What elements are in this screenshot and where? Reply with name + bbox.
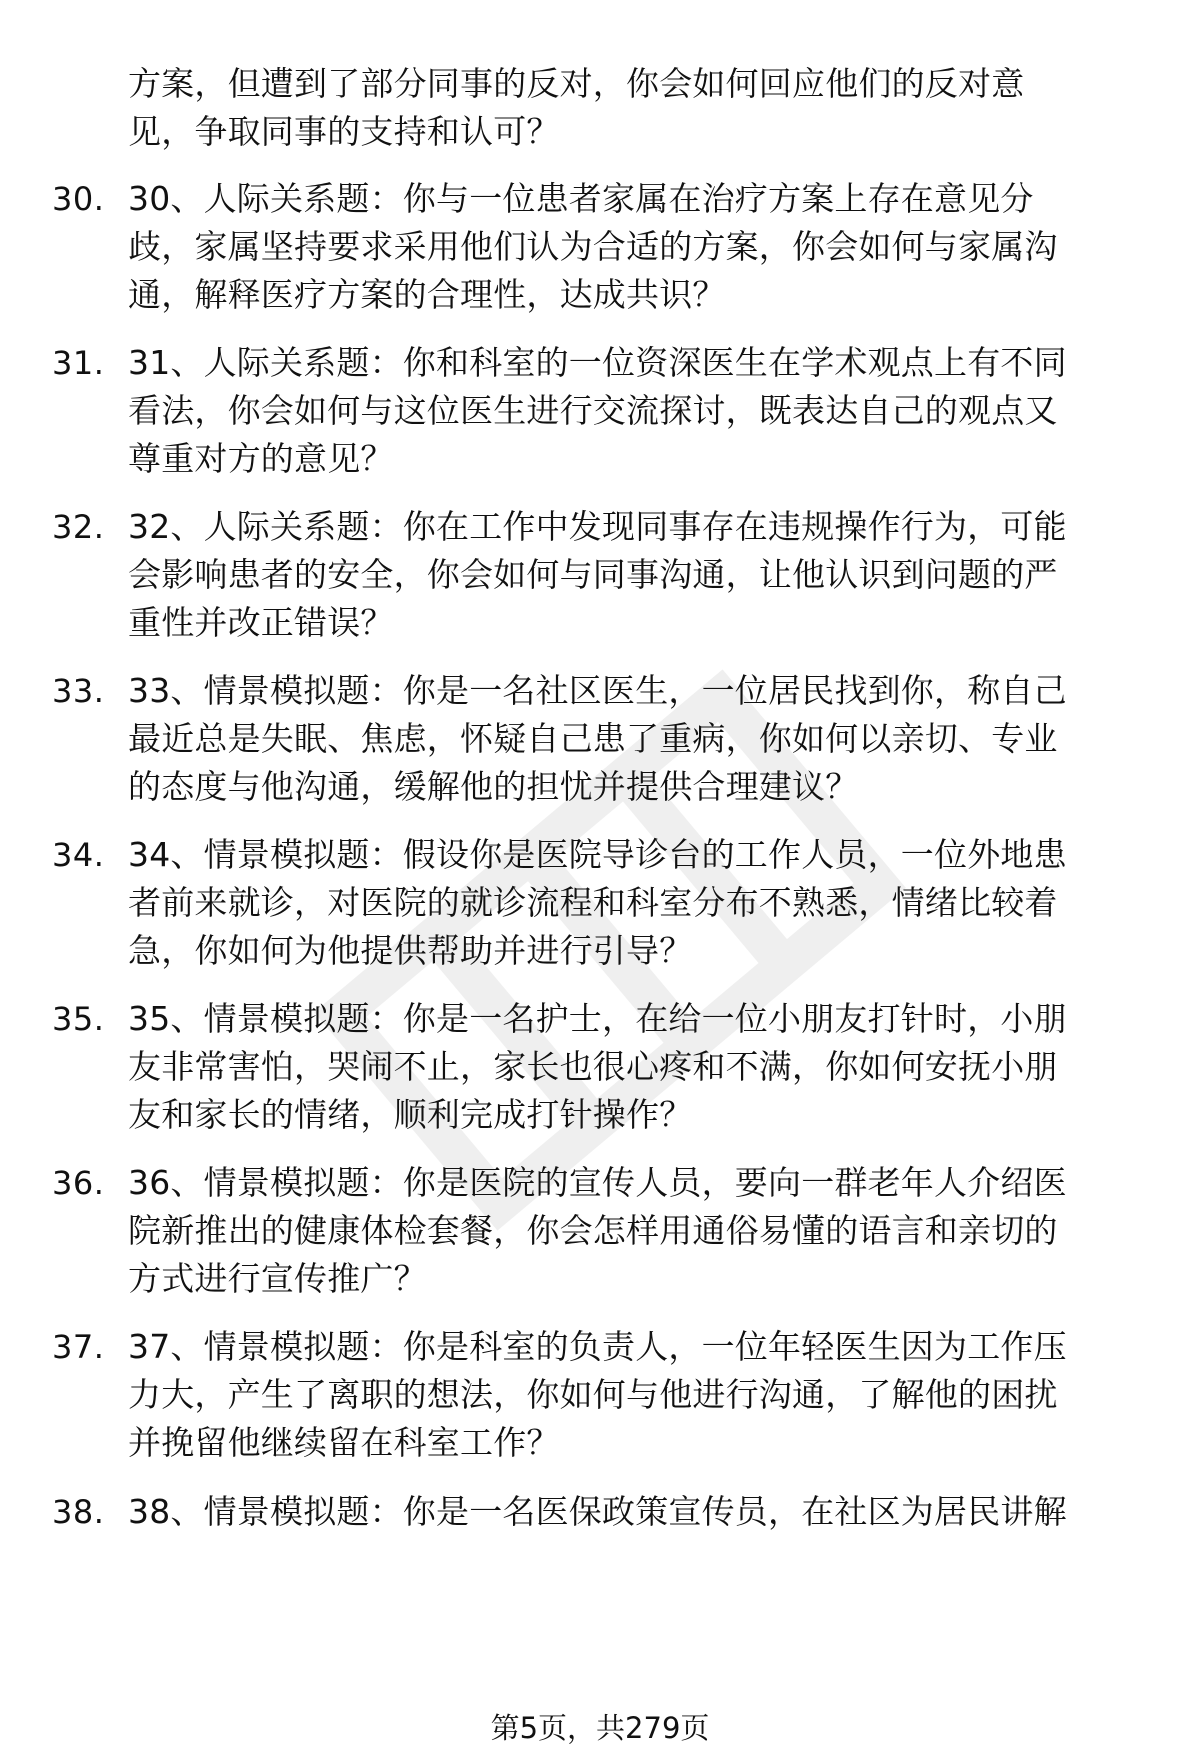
question-number: 31. <box>52 344 105 382</box>
question-number: 34. <box>52 836 105 874</box>
question-text: 方案，但遭到了部分同事的反对，你会如何回应他们的反对意 见，争取同事的支持和认可？ <box>128 64 1025 151</box>
page-number-footer: 第5页，共279页 <box>490 1711 710 1745</box>
question-text: 36、情景模拟题：你是医院的宣传人员，要向一群老年人介绍医 院新推出的健康体检套餐，你会怎样用通俗易懂的语言和亲切的 方式进行宣传推广？ <box>128 1163 1067 1298</box>
question-number: 33. <box>52 672 105 710</box>
question-number: 36. <box>52 1164 105 1202</box>
question-text: 34、情景模拟题：假设你是医院导诊台的工作人员，一位外地患 者前来就诊，对医院的就诊流程和科室分布不熟悉，情绪比较着 急，你如何为他提供帮助并进行引导？ <box>128 835 1067 970</box>
question-number: 32. <box>52 508 105 546</box>
question-text: 38、情景模拟题：你是一名医保政策宣传员，在社区为居民讲解 <box>128 1492 1067 1531</box>
question-text: 35、情景模拟题：你是一名护士，在给一位小朋友打针时，小朋 友非常害怕，哭闹不止，家长也很心疼和不满，你如何安抚小朋 友和家长的情绪，顺利完成打针操作？ <box>128 999 1067 1134</box>
question-text: 33、情景模拟题：你是一名社区医生，一位居民找到你，称自己 最近总是失眠、焦虑，怀疑自己患了重病，你如何以亲切、专业 的态度与他沟通，缓解他的担忧并提供合理建议？ <box>128 671 1067 806</box>
question-text: 37、情景模拟题：你是科室的负责人，一位年轻医生因为工作压 力大，产生了离职的想法，你如何与他进行沟通，了解他的困扰 并挽留他继续留在科室工作？ <box>128 1327 1067 1462</box>
question-text: 32、人际关系题：你在工作中发现同事存在违规操作行为，可能 会影响患者的安全，你会如何与同事沟通，让他认识到问题的严 重性并改正错误？ <box>128 507 1067 642</box>
question-number: 37. <box>52 1328 105 1366</box>
question-number: 30. <box>52 180 105 218</box>
question-number: 35. <box>52 1000 105 1038</box>
question-text: 30、人际关系题：你与一位患者家属在治疗方案上存在意见分 歧，家属坚持要求采用他们认为合适的方案，你会如何与家属沟 通，解释医疗方案的合理性，达成共识？ <box>128 179 1058 314</box>
question-number: 38. <box>52 1493 105 1531</box>
question-text: 31、人际关系题：你和科室的一位资深医生在学术观点上有不同 看法，你会如何与这位医生进行交流探讨，既表达自己的观点又 尊重对方的意见？ <box>128 343 1067 478</box>
